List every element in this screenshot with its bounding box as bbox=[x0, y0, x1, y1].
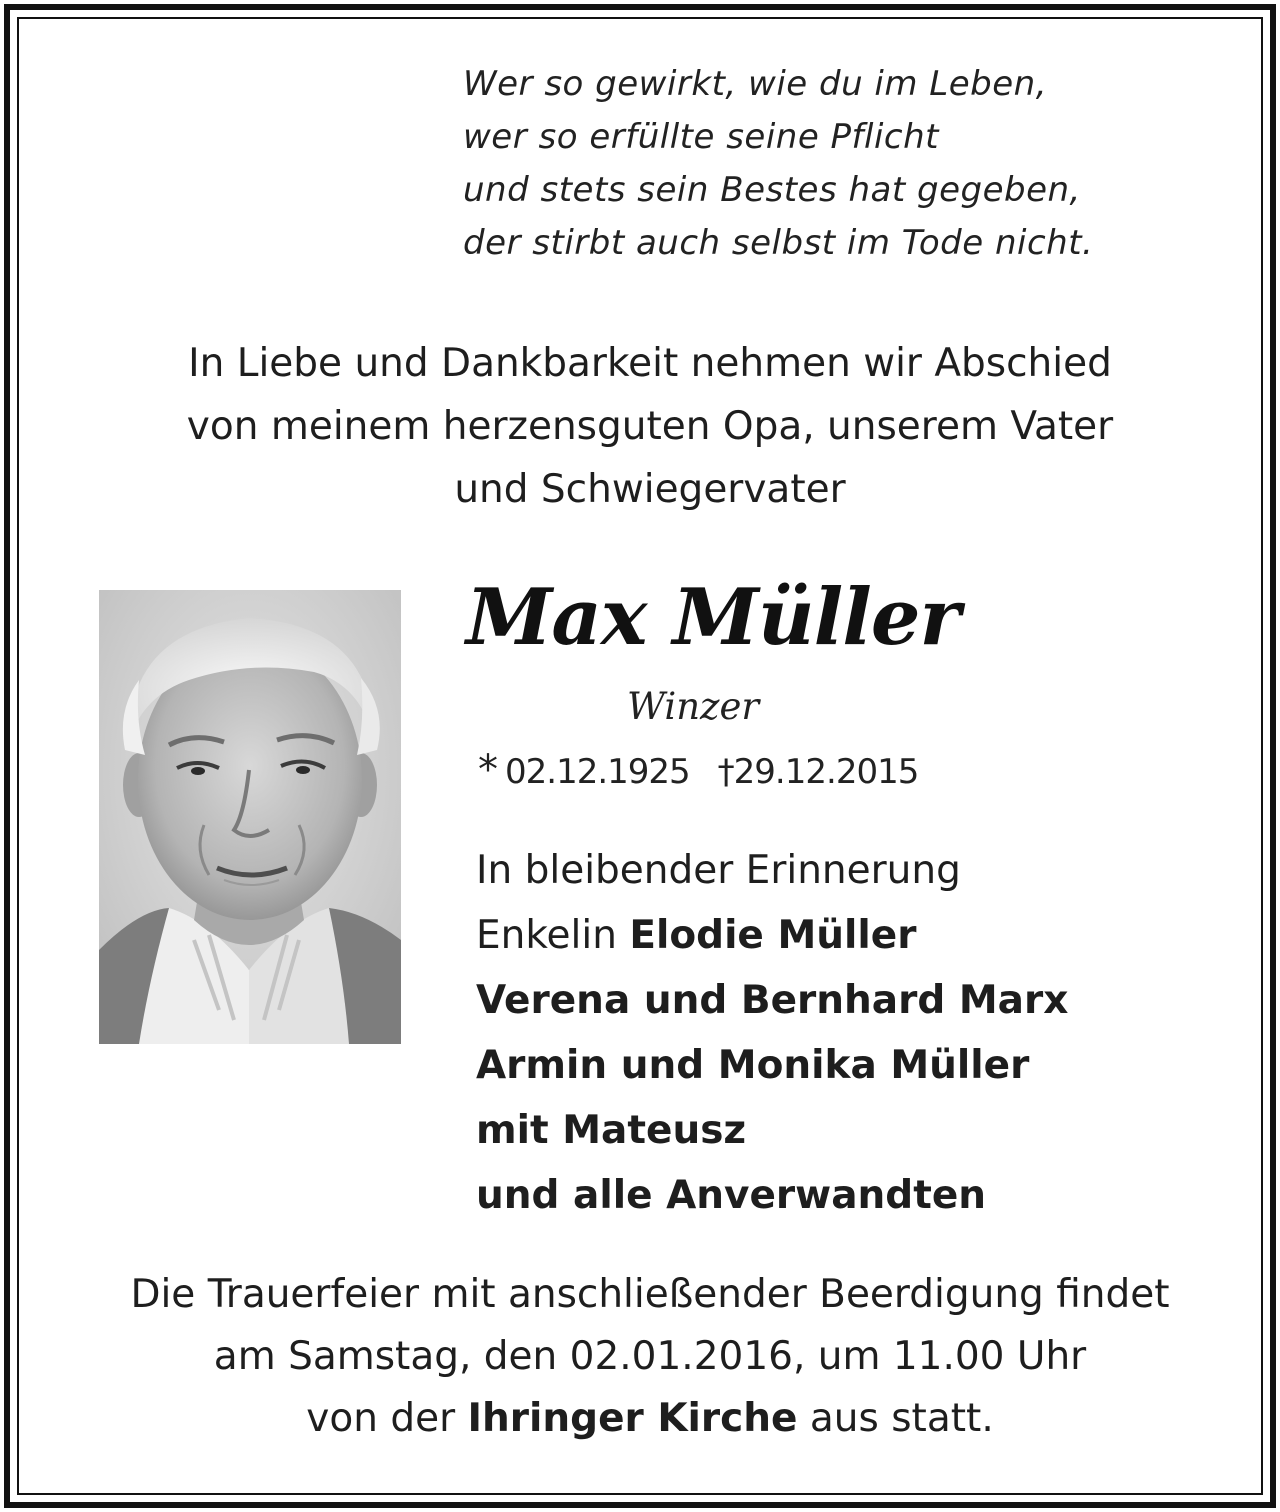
life-dates bbox=[478, 744, 918, 798]
memorial-poem bbox=[463, 58, 1223, 270]
portrait-illustration bbox=[99, 590, 401, 1044]
poem-line: und stets sein Bestes hat gegeben, bbox=[463, 170, 1081, 210]
ceremony-line: Die Trauerfeier mit anschließender Beerdigung findet bbox=[130, 1272, 1170, 1317]
death-symbol-icon: † bbox=[717, 752, 734, 792]
mourners-heading: In bleibender Erinnerung bbox=[476, 848, 961, 893]
poem-line: wer so erfüllte seine Pflicht bbox=[463, 117, 939, 157]
ceremony-line: am Samstag, den 02.01.2016, um 11.00 Uhr bbox=[213, 1334, 1087, 1379]
birth-symbol-icon: * bbox=[478, 747, 497, 793]
mourner-line: Verena und Bernhard Marx bbox=[476, 978, 1069, 1023]
portrait-photo bbox=[99, 590, 401, 1044]
mourner-grandchild bbox=[476, 903, 1068, 968]
deceased-occupation: Winzer bbox=[627, 685, 760, 728]
mourner-line: Armin und Monika Müller bbox=[476, 1043, 1030, 1088]
birth-date: 02.12.1925 bbox=[505, 752, 690, 792]
ceremony-location: Ihringer Kirche bbox=[467, 1396, 798, 1441]
mourner-line: mit Mateusz bbox=[476, 1108, 747, 1153]
grandchild-name: Elodie Müller bbox=[629, 913, 917, 958]
intro-line: In Liebe und Dankbarkeit nehmen wir Abschied bbox=[188, 341, 1112, 386]
ceremony-notice bbox=[60, 1264, 1240, 1450]
mourner-line: und alle Anverwandten bbox=[476, 1173, 987, 1218]
mourners-list bbox=[476, 838, 1068, 1228]
poem-line: Wer so gewirkt, wie du im Leben, bbox=[463, 64, 1048, 104]
farewell-intro bbox=[100, 332, 1200, 521]
deceased-name: Max Müller bbox=[466, 572, 960, 663]
death-date: 29.12.2015 bbox=[733, 752, 919, 792]
ceremony-line bbox=[60, 1388, 1240, 1450]
ceremony-suffix: aus statt. bbox=[809, 1396, 994, 1441]
ceremony-prefix: von der bbox=[306, 1396, 456, 1441]
intro-line: von meinem herzensguten Opa, unserem Vater bbox=[186, 404, 1114, 449]
grandchild-prefix: Enkelin bbox=[476, 913, 617, 958]
poem-line: der stirbt auch selbst im Tode nicht. bbox=[463, 223, 1094, 263]
intro-line: und Schwiegervater bbox=[454, 467, 846, 512]
